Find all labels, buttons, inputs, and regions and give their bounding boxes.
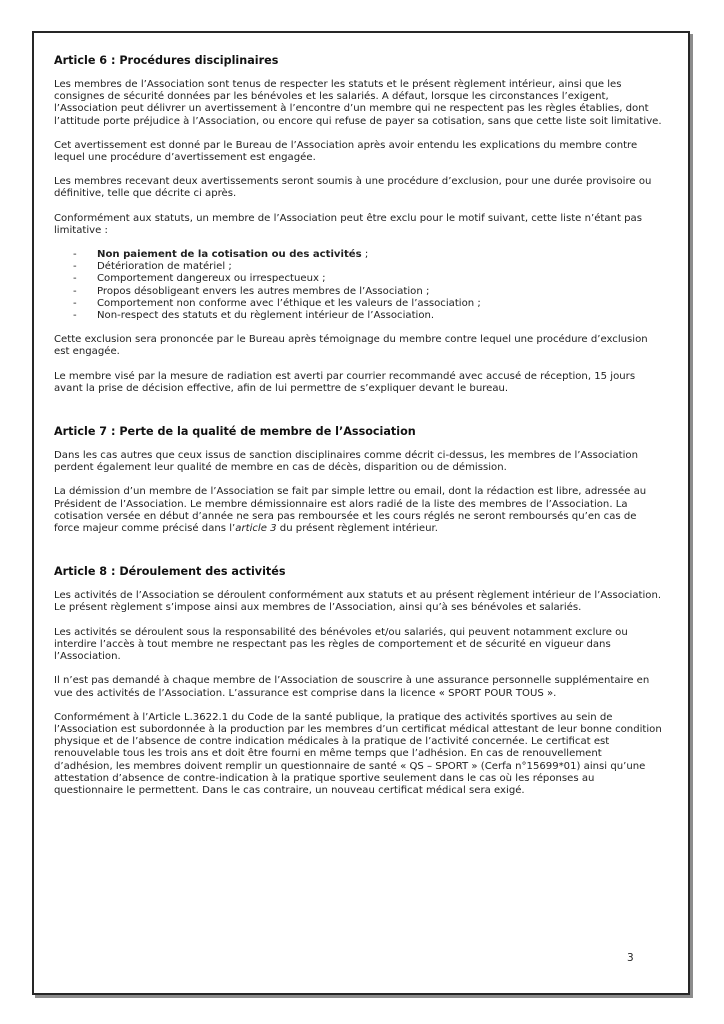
article-6-paragraph-1: Les membres de l’Association sont tenus de respecter les statuts et le présent règlement intérieur, ainsi que les consignes de sécurité données par les bénévoles et les salariés. A défaut, lorsque les circonstances l’exigent, l’Association peut délivrer un avertissement à l’encontre d’un membre qui ne respectent pas les règles établies, dont l’attitude porte préjudice à l’Association, ou encore qui refuse de payer sa cotisation, sans que cette liste soit limitative. [54, 79, 662, 127]
article-7-paragraph-1: Dans les cas autres que ceux issus de sanction disciplinaires comme décrit ci-dessus, les membres de l’Association perdent également leur qualité de membre en cas de décès, disparition ou de démission. [54, 450, 638, 474]
article-8-title: Article 8 : Déroulement des activités [54, 565, 286, 579]
article-7-paragraph-2-end: du présent règlement intérieur. [276, 523, 438, 535]
list-item: - Comportement non conforme avec l’éthique et les valeurs de l’association ; [54, 298, 662, 310]
list-item: - Détérioration de matériel ; [54, 261, 662, 273]
list-item: - Non-respect des statuts et du règlement intérieur de l’Association. [54, 310, 662, 322]
article-8-paragraph-1: Les activités de l’Association se déroulent conformément aux statuts et au présent règlement intérieur de l’Association. Le présent règlement s’impose ainsi aux membres de l’Association, ainsi qu’à ses bénévoles et salariés. [54, 590, 662, 614]
exclusion-reasons-list [54, 249, 662, 322]
page-number: 3 [627, 952, 634, 964]
article-8-paragraph-4: Conformément à l’Article L.3622.1 du Code de la santé publique, la pratique des activités sportives au sein de l’Association est subordonnée à la production par les membres d’un certificat médical attestant de leur bonne condition physique et de l’absence de contre indication médicales à la pratique de l’activité concernée. Le certificat est renouvelable tous les trois ans et doit être fourni en même temps que l’adhésion. En cas de renouvellement d’adhésion, les membres doivent remplir un questionnaire de santé « QS – SPORT » (Cerfa n°15699*01) ainsi qu’une attestation d’absence de contre-indication à la pratique sportive seulement dans le cas où les réponses au questionnaire le permettent. Dans le cas contraire, un nouveau certificat médical sera exigé. [54, 711, 662, 796]
article-7-title: Article 7 : Perte de la qualité de membre de l’Association [54, 425, 416, 439]
article-7-paragraph-2 [54, 486, 662, 535]
article-8-paragraph-2: Les activités se déroulent sous la responsabilité des bénévoles et/ou salariés, qui peuvent notamment exclure ou interdire l’accès à tout membre ne respectant pas les règles de comportement et de sécurité en vigueur dans l’Association. [54, 626, 628, 663]
list-item [54, 249, 662, 261]
list-item: - Propos désobligeant envers les autres membres de l’Association ; [54, 286, 662, 298]
article-6-paragraph-6: Le membre visé par la mesure de radiation est averti par courrier recommandé avec accusé de réception, 15 jours avant la prise de décision effective, afin de lui permettre de s’expliquer devant le bureau. [54, 370, 636, 394]
list-item-bold: Non paiement de la cotisation ou des activités [97, 249, 362, 261]
article-7 [54, 425, 662, 535]
article-8-paragraph-3: Il n’est pas demandé à chaque membre de l’Association de souscrire à une assurance personnelle supplémentaire en vue des activités de l’Association. L’assurance est comprise dans la licence « SPORT POUR TOUS ». [54, 675, 650, 699]
article-6-paragraph-4: Conformément aux statuts, un membre de l’Association peut être exclu pour le motif suivant, cette liste n’étant pas limitative : [54, 212, 642, 236]
document-content [54, 54, 662, 809]
article-6-title: Article 6 : Procédures disciplinaires [54, 54, 279, 67]
article-6-paragraph-2: Cet avertissement est donné par le Bureau de l’Association après avoir entendu les explications du membre contre lequel une procédure d’avertissement est engagée. [54, 139, 638, 164]
article-8 [54, 565, 662, 797]
list-item-rest: ; [361, 249, 369, 261]
article-7-paragraph-2-start: La démission d’un membre de l’Association se fait par simple lettre ou email, dont la rédaction est libre, adressée au Président de l’Association. Le membre démissionnaire est alors radié de la liste des membres de l’Association. La cotisation versée en début d’année ne sera pas remboursée et les cours réglés ne seront remboursés qu’en cas de force majeur comme précisé dans l’ [54, 486, 647, 535]
article-6-paragraph-3: Les membres recevant deux avertissements seront soumis à une procédure d’exclusion, pour une durée provisoire ou définitive, telle que décrite ci après. [54, 176, 652, 200]
article-3-reference: article 3 [235, 523, 277, 535]
article-6 [54, 54, 662, 395]
list-item: - Comportement dangereux ou irrespectueux ; [54, 273, 662, 285]
article-6-paragraph-5: Cette exclusion sera prononcée par le Bureau après témoignage du membre contre lequel une procédure d’exclusion est engagée. [54, 334, 648, 358]
